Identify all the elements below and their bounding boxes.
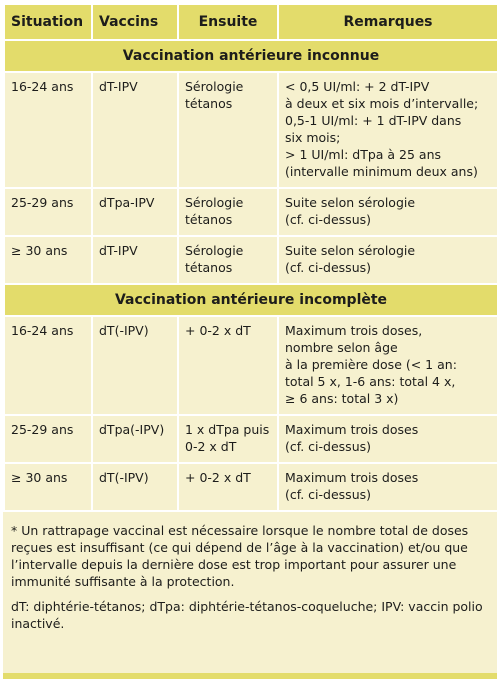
table-header-row bbox=[4, 4, 498, 40]
remarques-cell-line: Suite selon sérologie bbox=[285, 243, 416, 258]
vaccins-cell: dTpa-IPV bbox=[92, 188, 178, 236]
section-title: Vaccination antérieure incomplète bbox=[4, 284, 498, 316]
section-header-row bbox=[4, 284, 498, 316]
remarques-cell-line: nombre selon âge bbox=[285, 340, 398, 355]
ensuite-cell-line: Sérologie bbox=[185, 243, 244, 258]
vaccination-table bbox=[3, 3, 499, 512]
ensuite-cell bbox=[178, 188, 278, 236]
header-vaccins: Vaccins bbox=[92, 4, 178, 40]
table-row bbox=[4, 415, 498, 463]
footnote-catch-up: * Un rattrapage vaccinal est nécessaire lorsque le nombre total de doses reçues est insuffisant (ce qui dépend de l’âge à la vaccination) et/ou que l’intervalle depuis la dernière dose est trop important pour assurer une immunité suffisante à la protection. bbox=[11, 523, 469, 589]
ensuite-cell-line: tétanos bbox=[185, 212, 233, 227]
remarques-cell bbox=[278, 72, 498, 188]
remarques-cell-line: ≥ 6 ans: total 3 x) bbox=[285, 391, 399, 406]
remarques-cell-line: (intervalle minimum deux ans) bbox=[285, 164, 478, 179]
ensuite-cell-line: tétanos bbox=[185, 260, 233, 275]
vaccins-cell: dT(-IPV) bbox=[92, 463, 178, 511]
ensuite-cell-line: + 0-2 x dT bbox=[185, 470, 251, 485]
ensuite-cell bbox=[178, 415, 278, 463]
table-row bbox=[4, 463, 498, 511]
table-row bbox=[4, 236, 498, 284]
remarques-cell-line: à deux et six mois d’intervalle; bbox=[285, 96, 479, 111]
remarques-cell-line: Maximum trois doses, bbox=[285, 323, 423, 338]
vaccins-cell: dT-IPV bbox=[92, 236, 178, 284]
footnotes bbox=[3, 512, 497, 632]
ensuite-cell-line: Sérologie bbox=[185, 79, 244, 94]
vaccins-cell: dT-IPV bbox=[92, 72, 178, 188]
ensuite-cell bbox=[178, 236, 278, 284]
header-remarques: Remarques bbox=[278, 4, 498, 40]
remarques-cell-line: (cf. ci-dessus) bbox=[285, 439, 372, 454]
remarques-cell-line: (cf. ci-dessus) bbox=[285, 212, 372, 227]
situation-cell: ≥ 30 ans bbox=[4, 236, 92, 284]
header-situation: Situation bbox=[4, 4, 92, 40]
remarques-cell bbox=[278, 188, 498, 236]
remarques-cell-line: Suite selon sérologie bbox=[285, 195, 416, 210]
ensuite-cell bbox=[178, 316, 278, 415]
table-row bbox=[4, 72, 498, 188]
table-row bbox=[4, 316, 498, 415]
remarques-cell-line: (cf. ci-dessus) bbox=[285, 260, 372, 275]
remarques-cell-line: à la première dose (< 1 an: bbox=[285, 357, 457, 372]
bottom-rule bbox=[3, 673, 497, 679]
footnote-abbreviations: dT: diphtérie-tétanos; dTpa: diphtérie-tétanos-coqueluche; IPV: vaccin polio inactivé. bbox=[11, 599, 483, 631]
remarques-cell-line: (cf. ci-dessus) bbox=[285, 487, 372, 502]
remarques-cell bbox=[278, 415, 498, 463]
remarques-cell bbox=[278, 316, 498, 415]
remarques-cell bbox=[278, 463, 498, 511]
vaccins-cell: dT(-IPV) bbox=[92, 316, 178, 415]
vaccins-cell: dTpa(-IPV) bbox=[92, 415, 178, 463]
situation-cell: 25-29 ans bbox=[4, 188, 92, 236]
remarques-cell bbox=[278, 236, 498, 284]
ensuite-cell-line: 0-2 x dT bbox=[185, 439, 237, 454]
remarques-cell-line: > 1 UI/ml: dTpa à 25 ans bbox=[285, 147, 441, 162]
situation-cell: 16-24 ans bbox=[4, 72, 92, 188]
ensuite-cell-line: 1 x dTpa puis bbox=[185, 422, 270, 437]
remarques-cell-line: Maximum trois doses bbox=[285, 470, 419, 485]
ensuite-cell-line: + 0-2 x dT bbox=[185, 323, 251, 338]
ensuite-cell-line: tétanos bbox=[185, 96, 233, 111]
remarques-cell-line: Maximum trois doses bbox=[285, 422, 419, 437]
table-row bbox=[4, 188, 498, 236]
situation-cell: ≥ 30 ans bbox=[4, 463, 92, 511]
remarques-cell-line: six mois; bbox=[285, 130, 341, 145]
ensuite-cell bbox=[178, 463, 278, 511]
ensuite-cell-line: Sérologie bbox=[185, 195, 244, 210]
table-body bbox=[4, 40, 498, 511]
remarques-cell-line: < 0,5 UI/ml: + 2 dT-IPV bbox=[285, 79, 430, 94]
ensuite-cell bbox=[178, 72, 278, 188]
header-ensuite: Ensuite bbox=[178, 4, 278, 40]
situation-cell: 25-29 ans bbox=[4, 415, 92, 463]
section-title: Vaccination antérieure inconnue bbox=[4, 40, 498, 72]
remarques-cell-line: 0,5-1 UI/ml: + 1 dT-IPV dans bbox=[285, 113, 462, 128]
vaccination-catch-up-table-card bbox=[3, 3, 497, 679]
situation-cell: 16-24 ans bbox=[4, 316, 92, 415]
remarques-cell-line: total 5 x, 1-6 ans: total 4 x, bbox=[285, 374, 456, 389]
section-header-row bbox=[4, 40, 498, 72]
